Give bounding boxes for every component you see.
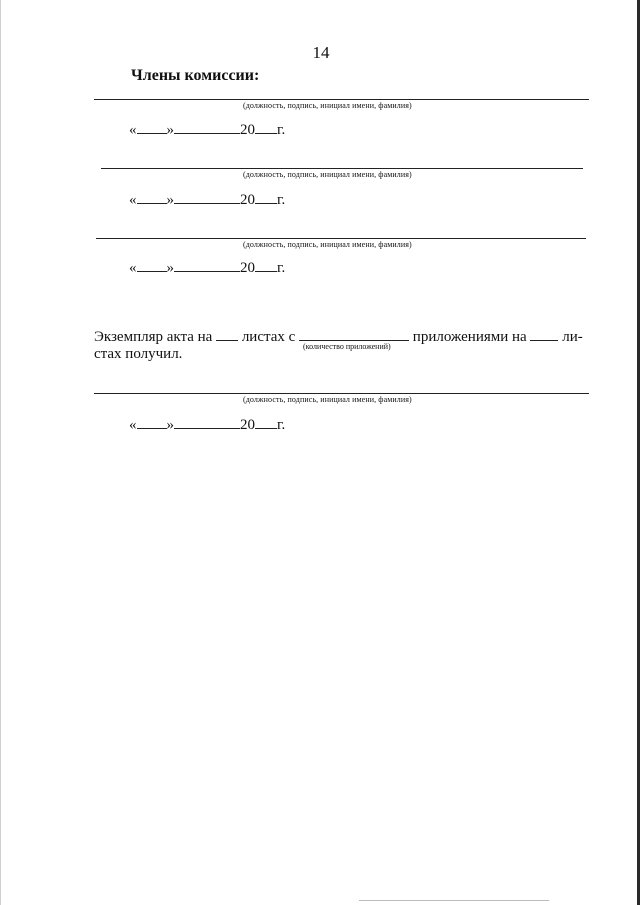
year-prefix: 20 [240,122,255,138]
close-quote: » [166,122,174,138]
open-quote: « [129,417,137,433]
date-row [129,415,285,433]
signature-caption: (должность, подпись, инициал имени, фамилия) [243,240,412,249]
day-blank [137,415,167,429]
date-row [129,190,285,208]
year-suffix: г. [277,417,286,433]
act-part-1: Экземпляр акта на [94,329,213,345]
day-blank [137,258,167,272]
day-blank [137,190,167,204]
signature-caption: (должность, подпись, инициал имени, фамилия) [243,395,412,404]
signature-caption: (должность, подпись, инициал имени, фамилия) [243,170,412,179]
year-prefix: 20 [240,192,255,208]
open-quote: « [129,192,137,208]
signature-line [101,168,583,169]
year-suffix: г. [277,122,286,138]
act-statement-line-2: стах получил. [94,346,183,362]
date-row [129,258,285,276]
year-suffix: г. [277,192,286,208]
section-title: Члены комиссии: [131,67,260,84]
open-quote: « [129,260,137,276]
date-row [129,120,285,138]
close-quote: » [166,192,174,208]
year-blank [255,258,277,272]
signature-line [94,99,589,100]
month-blank [174,258,240,272]
scan-edge-mark [359,900,549,901]
attachments-count-blank [299,327,409,341]
year-prefix: 20 [240,417,255,433]
day-blank [137,120,167,134]
act-part-3: приложениями на [412,329,527,345]
attachments-count-caption: (количество приложений) [303,342,391,351]
year-blank [255,120,277,134]
close-quote: » [166,260,174,276]
act-part-2: листах с [241,329,296,345]
page-number: 14 [312,43,330,62]
signature-line [94,393,589,394]
year-blank [255,190,277,204]
year-prefix: 20 [240,260,255,276]
month-blank [174,120,240,134]
month-blank [174,190,240,204]
act-part-4: ли- [562,329,583,345]
sheets-blank [216,327,238,341]
signature-caption: (должность, подпись, инициал имени, фамилия) [243,101,412,110]
year-blank [255,415,277,429]
open-quote: « [129,122,137,138]
attachment-sheets-blank [530,327,558,341]
close-quote: » [166,417,174,433]
signature-line [96,238,586,239]
year-suffix: г. [277,260,286,276]
month-blank [174,415,240,429]
